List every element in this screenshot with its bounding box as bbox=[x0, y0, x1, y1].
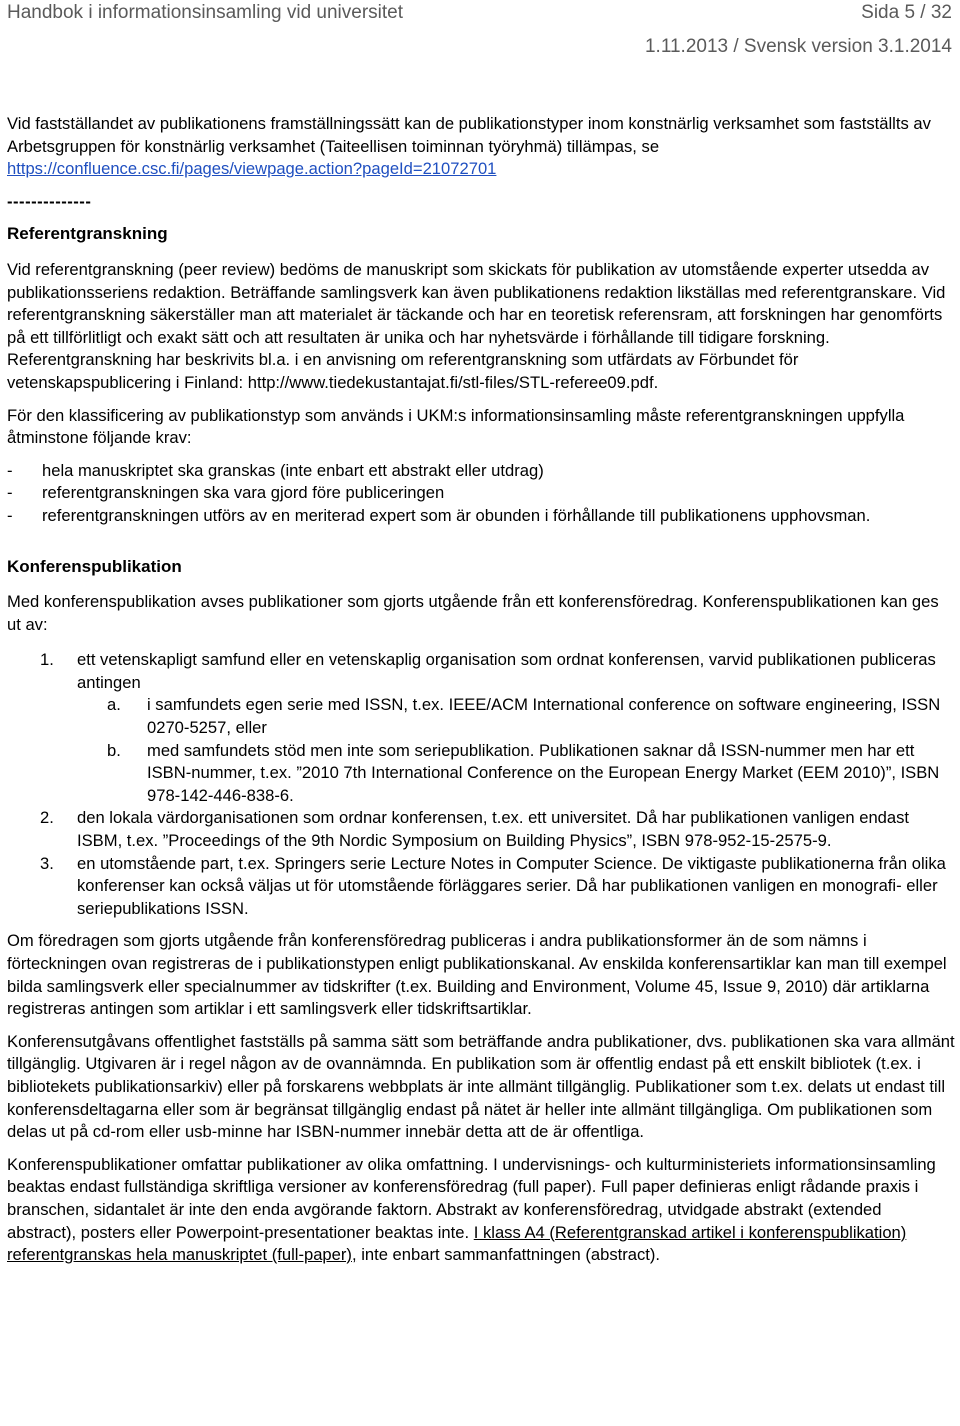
section-heading-referee: Referentgranskning bbox=[7, 224, 168, 244]
list-item-text: en utomstående part, t.ex. Springers serie Lecture Notes in Computer Science. De viktigaste publikationerna från olika konferenser kan också väljas ut för utomstående förläggares serier. Då har publikationen vanligen en monografi- eller seriepublikations ISSN. bbox=[77, 853, 946, 918]
section-heading-conference: Konferenspublikation bbox=[7, 556, 182, 576]
document-body bbox=[7, 113, 955, 1267]
list-item-text: referentgranskningen ska vara gjord före publiceringen bbox=[42, 483, 445, 503]
intro-text: Vid fastställandet av publikationens framställningssätt kan de publikationstyper inom konstnärlig verksamhet som fastställts av Arbetsgruppen för konstnärlig verksamhet (Taiteellisen toiminnan työryhmä) tillämpas, se bbox=[7, 114, 931, 156]
list-marker: - bbox=[7, 460, 13, 480]
conference-intro: Med konferenspublikation avses publikationer som gjorts utgående från ett konferensföredrag. Konferenspublikationen kan ges ut av: bbox=[7, 592, 939, 634]
version-date: 1.11.2013 / Svensk version 3.1.2014 bbox=[644, 36, 952, 57]
list-item-text: i samfundets egen serie med ISSN, t.ex. IEEE/ACM International conference on software engineering, ISSN 0270-5257, eller bbox=[147, 695, 941, 738]
list-marker: 2. bbox=[40, 808, 54, 828]
scope-text: Konferenspublikationer omfattar publikationer av olika omfattning. I undervisnings- och kulturministeriets informationsinsamling beaktas endast fullständiga skriftliga versioner av konferensföredrag (full paper). Full paper definieras enligt rådande praxis i branschen, sidantalet är inte den enda avgörande faktorn. Abstrakt av konferensföredrag, utvidgade abstrakt (extended abstract), posters eller Powerpoint-presentationer beaktas inte. bbox=[7, 1154, 936, 1242]
list-marker: - bbox=[7, 483, 13, 503]
sub-list-item bbox=[77, 694, 955, 739]
referee-paragraph: Vid referentgranskning (peer review) bedöms de manuskript som skickats för publikation av utomstående experter utsedda av publikationsseriens redaktion. Beträffande samlingsverk kan även publikationens redaktion likställas med referentgranskare. Vid referentgranskning säkerställer man att materialet är täckande och har en teoretisk referensram, att forskningen har genomförts på ett tillförlitligt och exakt sätt och att resultaten är unika och har nyhetsvärde i förhållande till tidigare forskning. Referentgranskning har beskrivits bl.a. i en anvisning om referentgranskning som utfärdats av Förbundet för vetenskapspublicering i Finland: http://www.tiedekustantajat.fi/stl-files/STL-referee09.pdf. bbox=[7, 259, 946, 392]
page-header bbox=[0, 0, 960, 60]
list-item bbox=[7, 649, 955, 807]
list-item bbox=[7, 807, 955, 852]
scope-paragraph bbox=[7, 1154, 955, 1267]
document-title: Handbok i informationsinsamling vid universitet bbox=[7, 2, 404, 23]
articles-paragraph: Om föredragen som gjorts utgående från konferensföredrag publiceras i andra publikationsformer än de som nämns i förteckningen ovan registreras de i publikationstypen enligt publikationskanal. Av enskilda konferensartiklar kan man till exempel bilda samlingsverk eller specialnummer av tidskrifter (t.ex. Building and Environment, Volume 45, Issue 9, 2010) där artiklarna registreras antingen som artiklar i ett samlingsverk eller tidskriftsartiklar. bbox=[7, 931, 947, 1019]
intro-paragraph bbox=[7, 113, 955, 181]
list-marker: 1. bbox=[40, 650, 54, 670]
requirements-list bbox=[7, 460, 955, 528]
list-item-text: referentgranskningen utförs av en meriterad expert som är obunden i förhållande till publikationens upphovsman. bbox=[42, 505, 871, 525]
separator-line: -------------- bbox=[7, 191, 92, 211]
scope-underlined-text: I klass A4 (Referentgranskad artikel i konferenspublikation) referentgranskas hela manuskriptet (full-paper), bbox=[7, 1222, 907, 1265]
list-item bbox=[7, 505, 955, 528]
sub-list-item bbox=[77, 740, 955, 808]
list-item-text: med samfundets stöd men inte som seriepublikation. Publikationen saknar då ISSN-nummer men har ett ISBN-nummer, t.ex. ”2010 7th International Conference on the European Energy Market (EEM 2010)”, ISBN 978-142-446-838-6. bbox=[147, 740, 940, 805]
publicity-paragraph: Konferensutgåvans offentlighet fastställs på samma sätt som beträffande andra publikationer, dvs. publikationen ska vara allmänt tillgänglig. Utgivaren är i regel någon av de ovannämnda. En publikation som är offentlig endast på ett enskilt bibliotek (t.ex. i bibliotekets publikationsarkiv) eller på forskarens webbplats är inte allmänt tillgänglig. Publikationer som t.ex. delats ut endast till konferensdeltagarna eller som är begränsat tillgänglig endast på nätet är heller inte allmänt tillgängliga. Om publikationen som delas ut på cd-rom eller usb-minne har ISBN-nummer innebär detta att de är offentliga. bbox=[7, 1031, 955, 1142]
page-number: Sida 5 / 32 bbox=[861, 2, 952, 23]
list-marker: b. bbox=[107, 740, 121, 760]
list-item-text: den lokala värdorganisationen som ordnar konferensen, t.ex. ett universitet. Då har publikationen vanligen endast ISBM, t.ex. ”Proceedings of the 9th Nordic Symposium on Building Physics”, ISBN 978-952-15-2575-9. bbox=[77, 808, 910, 851]
list-item bbox=[7, 482, 955, 505]
list-item bbox=[7, 853, 955, 921]
classification-paragraph: För den klassificering av publikationstyp som används i UKM:s informationsinsamling måste referentgranskningen uppfylla åtminstone följande krav: bbox=[7, 405, 905, 448]
list-marker: - bbox=[7, 505, 13, 525]
list-item-text: hela manuskriptet ska granskas (inte enbart ett abstrakt eller utdrag) bbox=[42, 460, 544, 480]
list-marker: 3. bbox=[40, 853, 54, 873]
sub-list bbox=[77, 694, 955, 807]
confluence-link[interactable]: https://confluence.csc.fi/pages/viewpage.action?pageId=21072701 bbox=[7, 159, 497, 179]
list-item bbox=[7, 460, 955, 483]
list-marker: a. bbox=[107, 695, 121, 715]
scope-end-text: inte enbart sammanfattningen (abstract). bbox=[361, 1245, 661, 1265]
publisher-list bbox=[7, 649, 955, 920]
list-item-text: ett vetenskapligt samfund eller en vetenskaplig organisation som ordnat konferensen, varvid publikationen publiceras antingen bbox=[77, 650, 936, 692]
